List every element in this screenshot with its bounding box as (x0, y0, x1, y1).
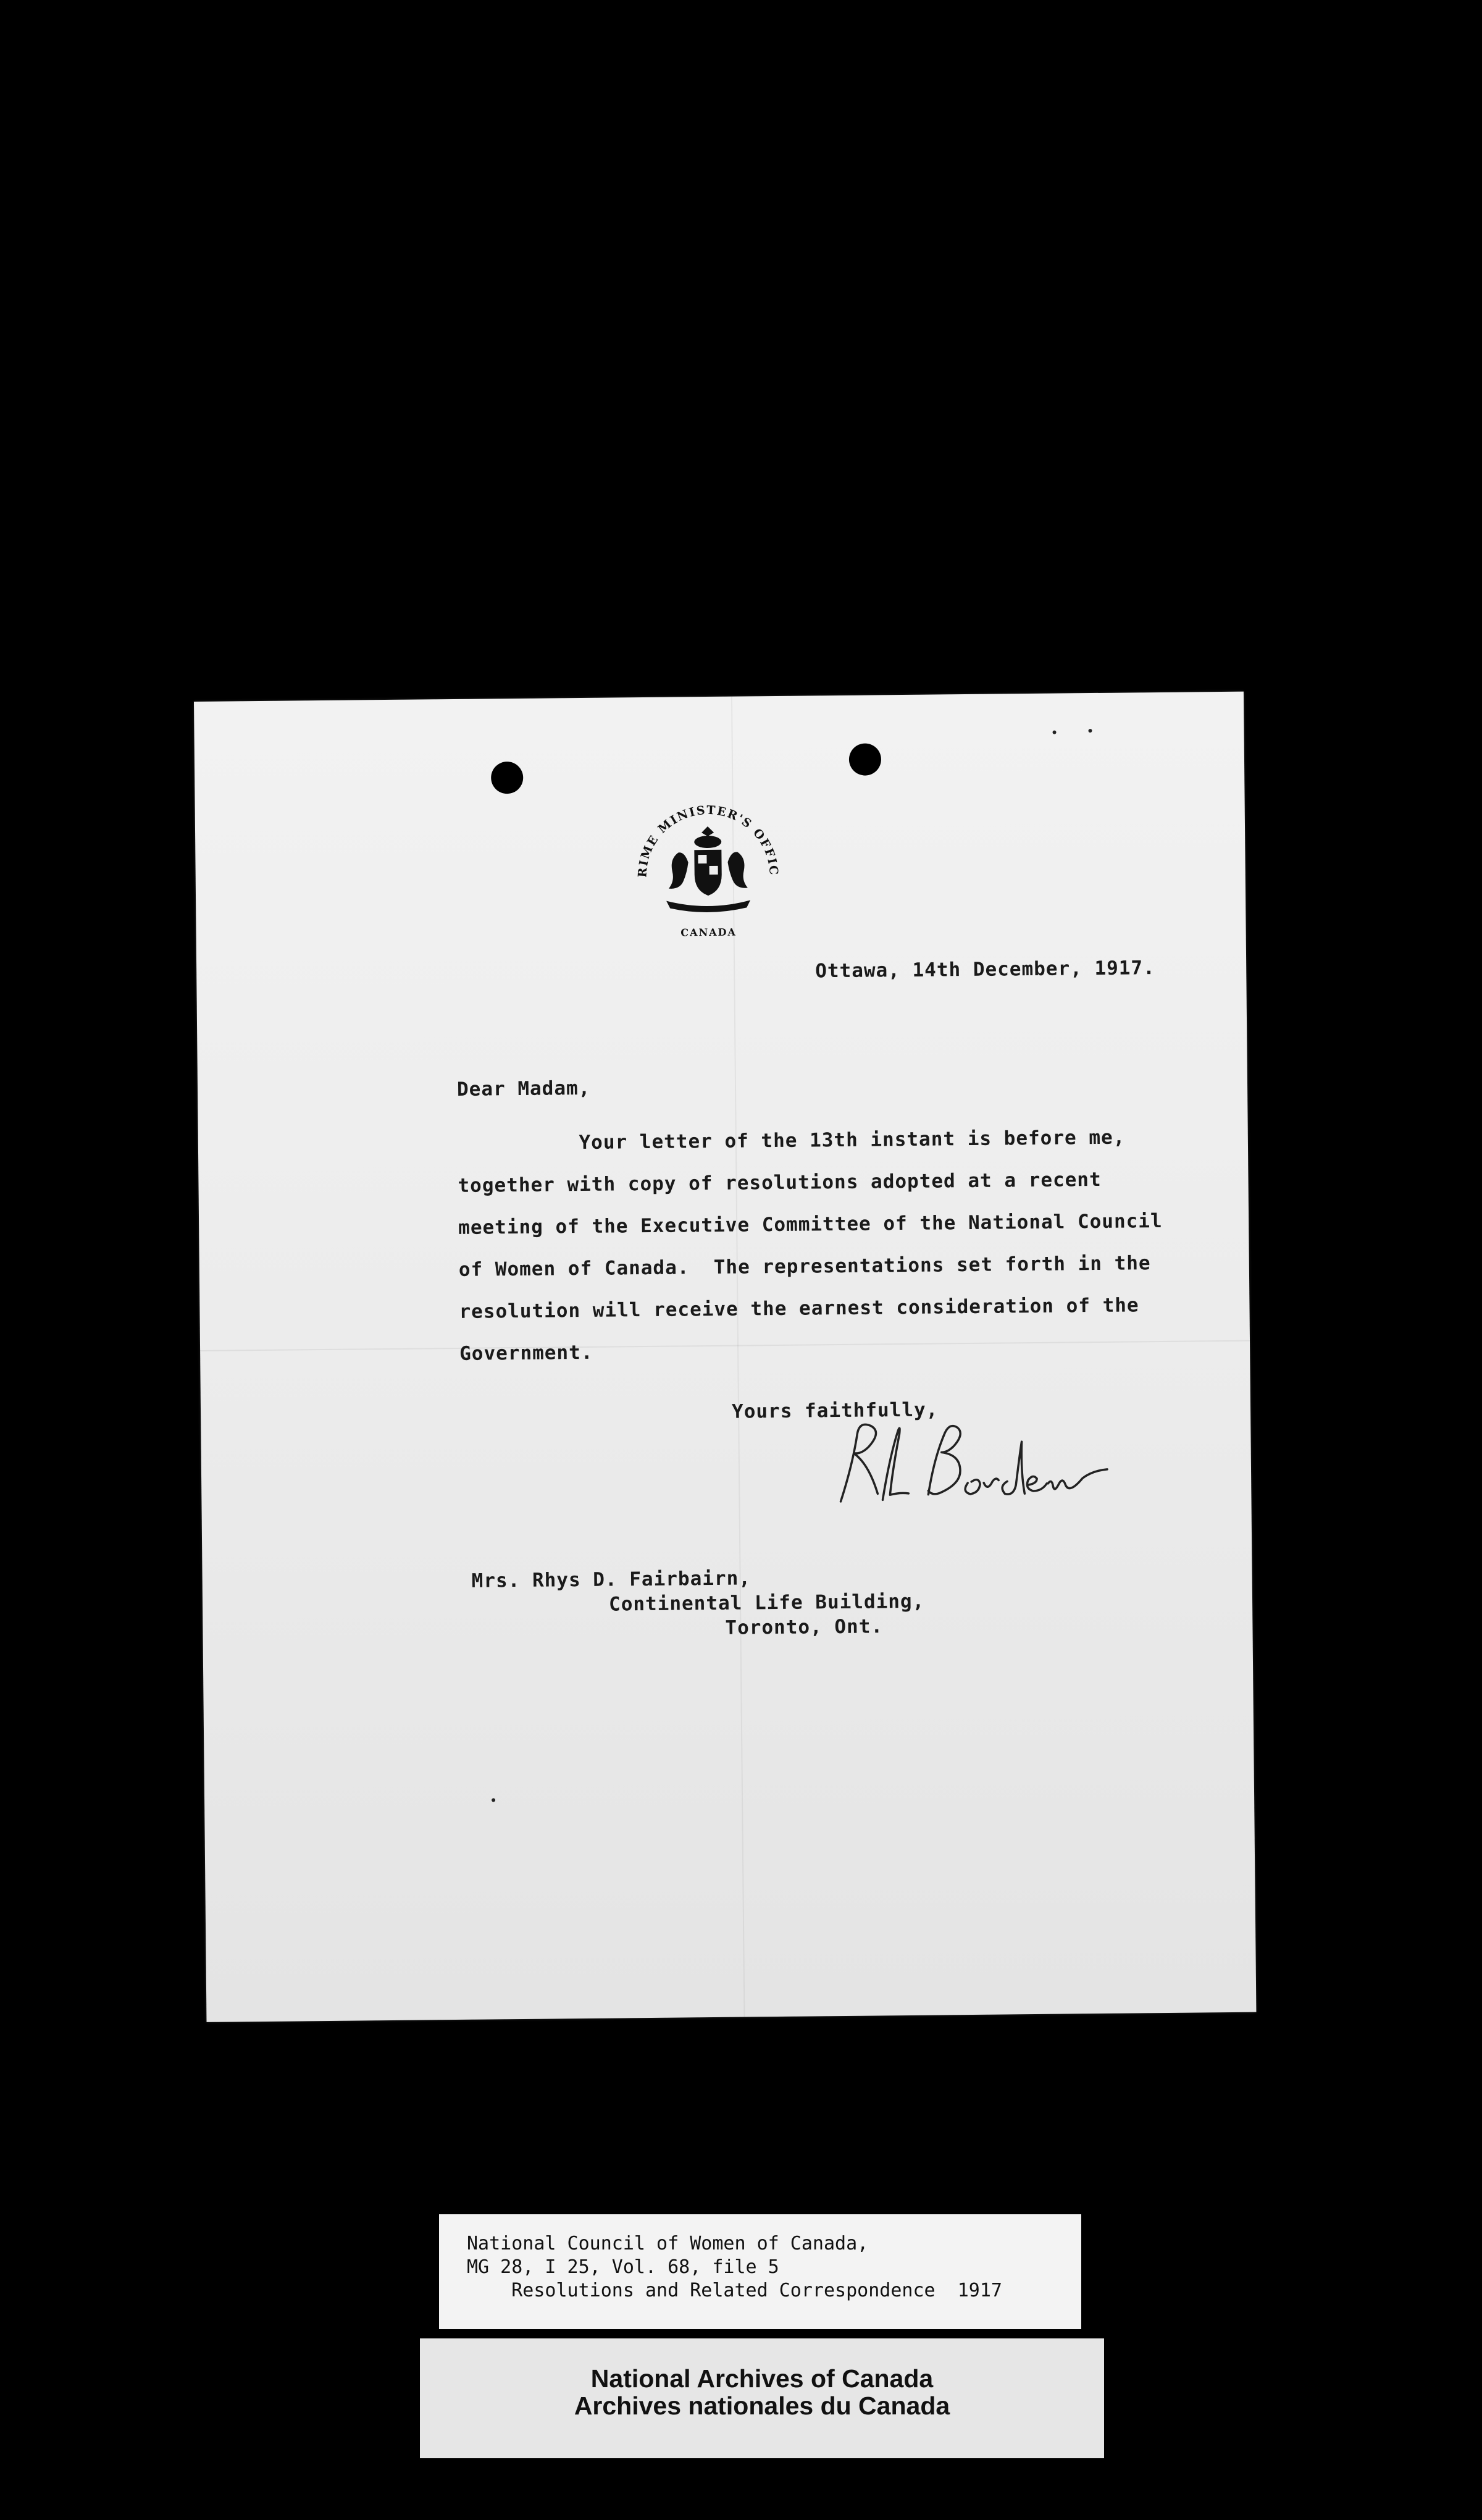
closing: Yours faithfully, (731, 1398, 939, 1423)
archive-name-fr: Archives nationales du Canada (574, 2392, 950, 2420)
letterhead-country: CANADA (680, 926, 737, 939)
letterhead-arc-text: PRIME MINISTER'S OFFICE (635, 803, 781, 878)
salutation: Dear Madam, (456, 1077, 591, 1101)
archive-name-en: National Archives of Canada (590, 2364, 934, 2393)
reference-label (439, 2214, 1081, 2329)
letter-page (194, 692, 1256, 2022)
addressee-city: Toronto, Ont. (725, 1615, 884, 1639)
handwritten-signature (821, 1406, 1131, 1514)
addressee-building: Continental Life Building, (608, 1590, 925, 1616)
archive-label (420, 2338, 1104, 2458)
punch-hole (491, 762, 523, 794)
body-line: Government. (459, 1341, 593, 1365)
fold-line-horizontal (200, 1340, 1250, 1351)
coat-of-arms-icon (621, 783, 795, 945)
body-line: meeting of the Executive Committee of the National Council (458, 1209, 1163, 1239)
punch-hole (849, 743, 881, 775)
body-line: resolution will receive the earnest consideration of the (459, 1294, 1139, 1323)
reference-line: Resolutions and Related Correspondence 1917 (467, 2280, 1002, 2301)
body-line: together with copy of resolutions adopted at a recent (458, 1168, 1102, 1197)
body-line: Your letter of the 13th instant is before me, (457, 1126, 1126, 1155)
speck (492, 1798, 495, 1802)
speck (1053, 731, 1057, 734)
reference-line: MG 28, I 25, Vol. 68, file 5 (467, 2256, 779, 2278)
letter-date: Ottawa, 14th December, 1917. (815, 957, 1155, 983)
reference-line: National Council of Women of Canada, (467, 2233, 869, 2254)
letterhead (621, 783, 795, 945)
speck (1088, 729, 1092, 733)
addressee-name: Mrs. Rhys D. Fairbairn, (471, 1567, 751, 1592)
body-line: of Women of Canada. The representations set forth in the (458, 1252, 1151, 1281)
